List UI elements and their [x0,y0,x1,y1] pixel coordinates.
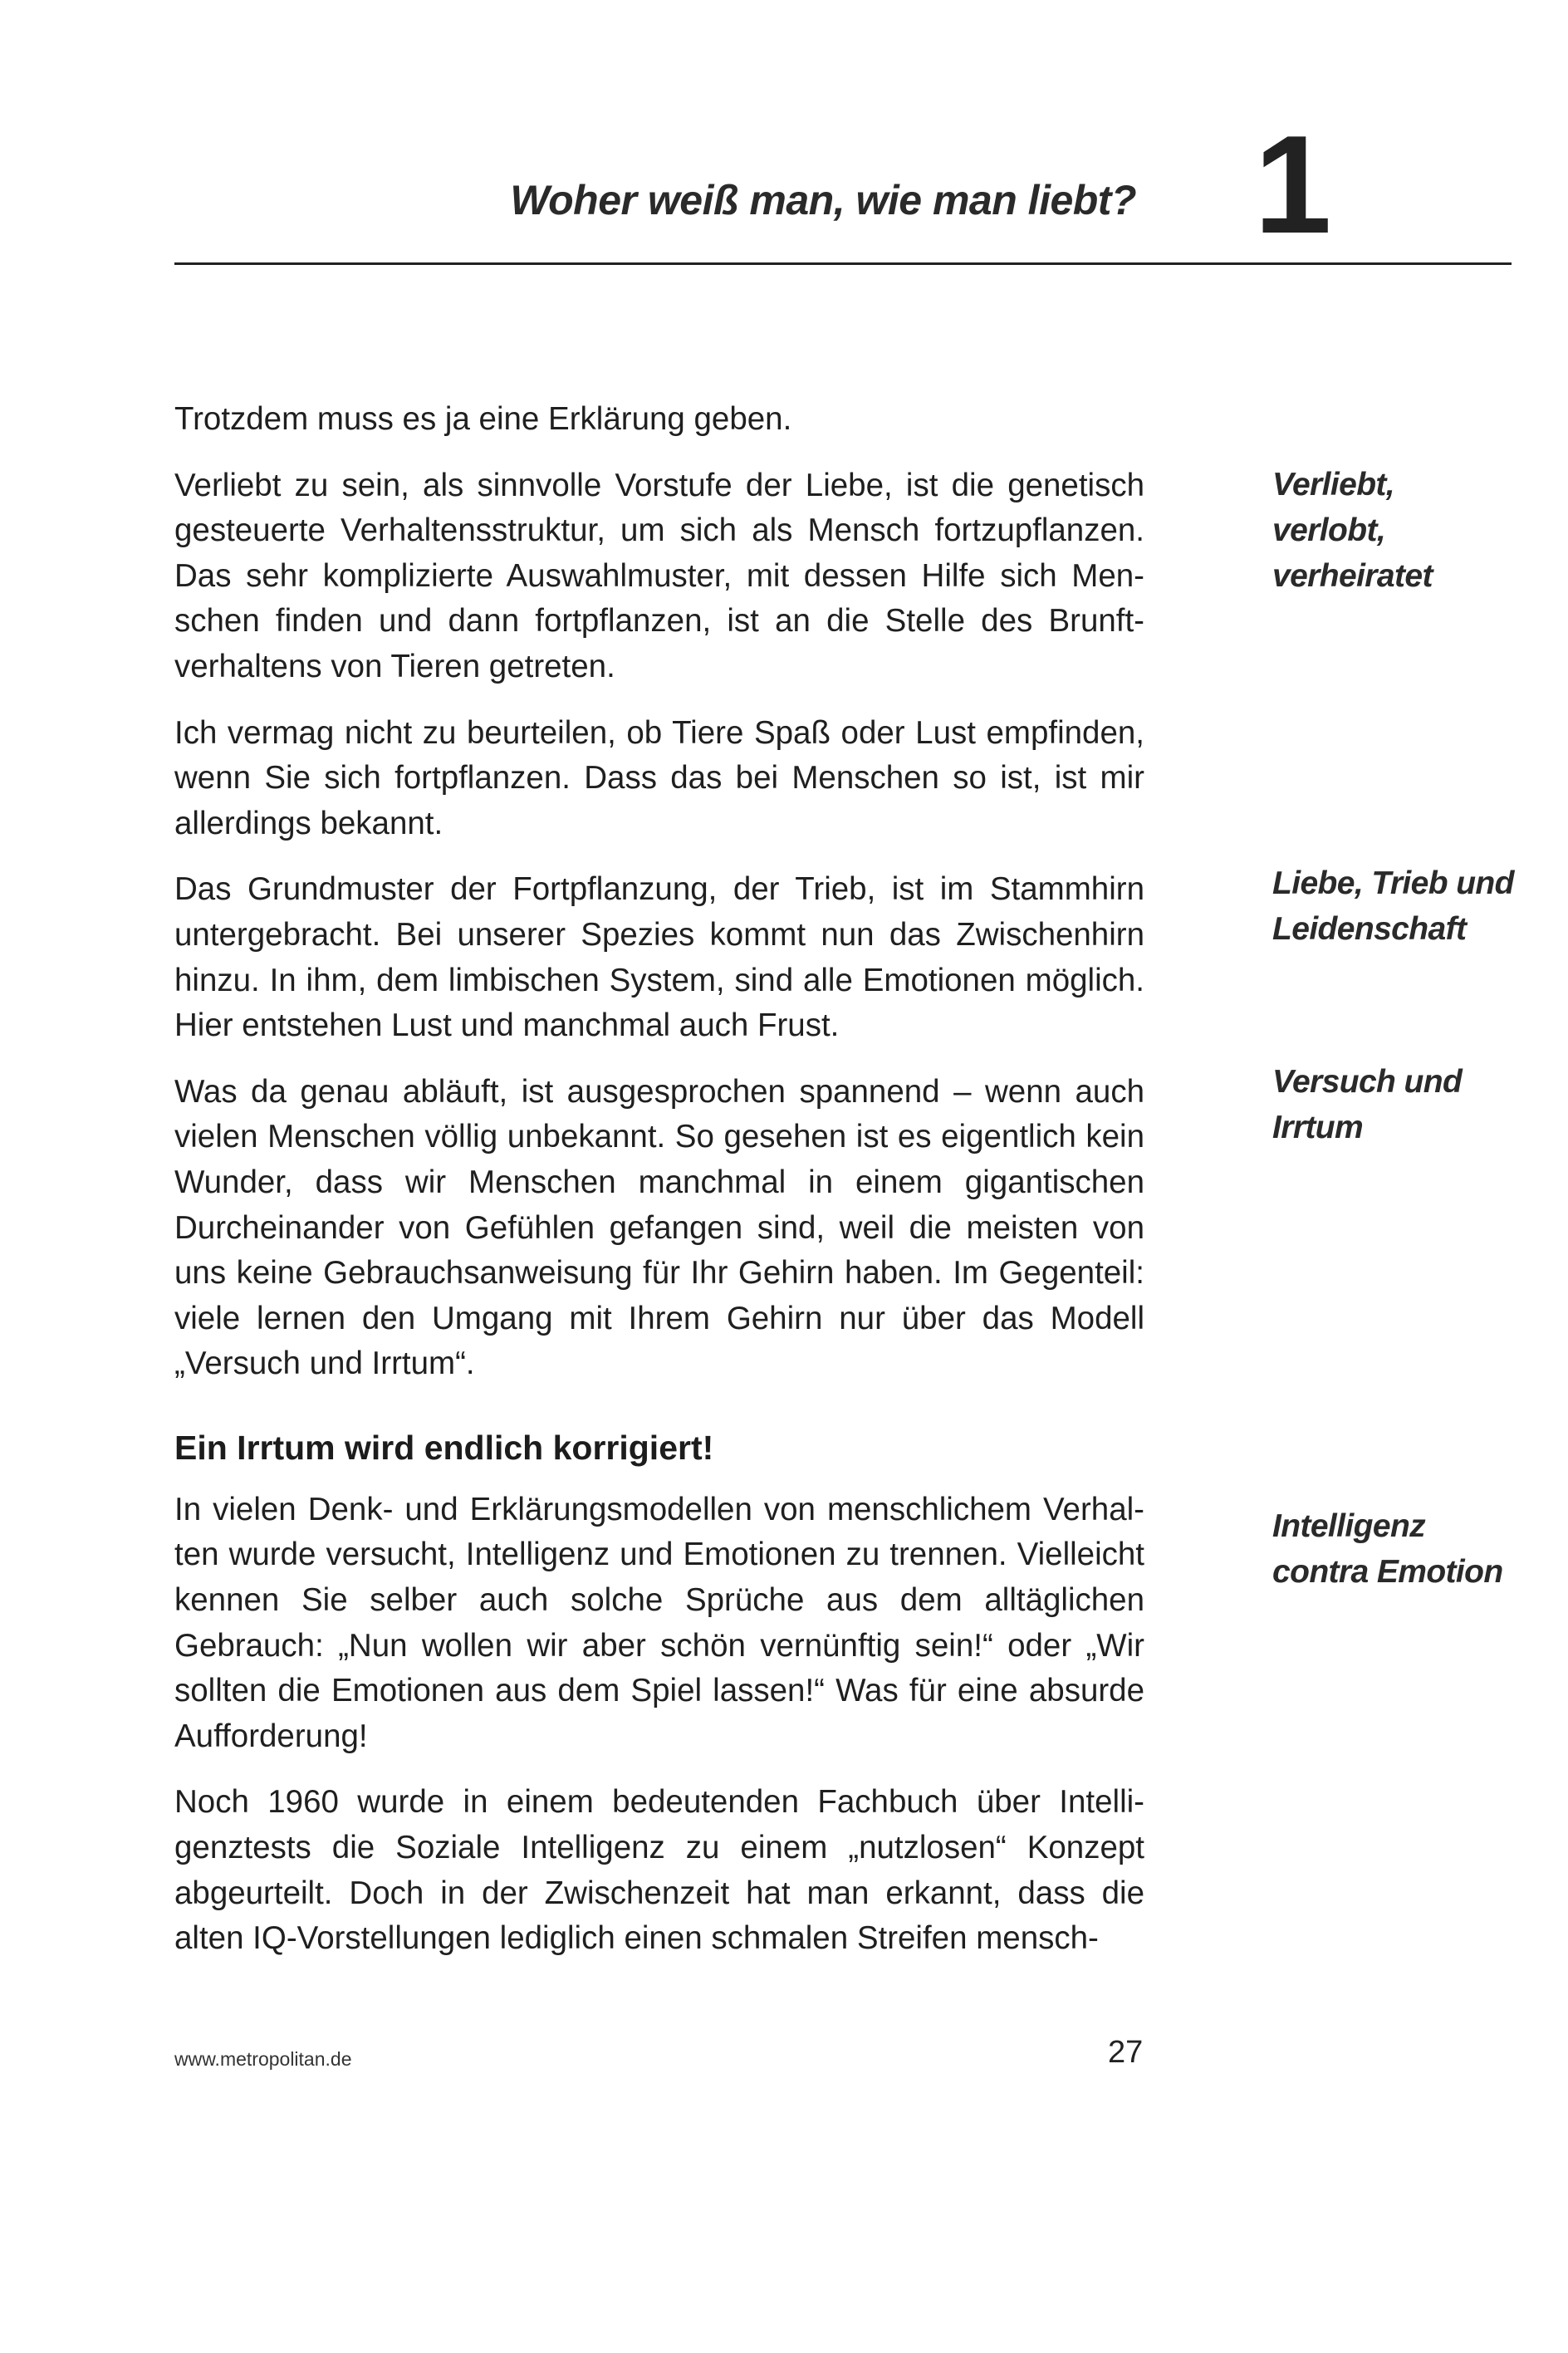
section-heading: Ein Irrtum wird endlich korrigiert! [174,1428,714,1467]
header-divider [174,262,1512,265]
body-paragraph: In vielen Denk- und Erklärungsmodellen von menschlichem Verhalten wurde versucht, Intelligenz und Emotionen zu trennen. Vielleicht kennen Sie selber auch solche Sprüche aus dem alltäglichen Gebrauch: „Nun wollen wir aber schön vernünftig sein!“ oder „Wir sollten die Emotionen aus dem Spiel lassen!“ Was für eine absurde Aufforderung! [174,1491,1144,1754]
margin-note-line: Irrtum [1272,1110,1364,1145]
running-title: Woher weiß man, wie man liebt? [510,177,1136,223]
margin-note-line: Verliebt, [1272,467,1395,502]
margin-note-line: Versuch und [1272,1064,1463,1100]
body-paragraph: Ich vermag nicht zu beurteilen, ob Tiere Spaß oder Lust empfinden, wenn Sie sich fortpflanzen. Dass das bei Menschen so ist, ist mir allerdings bekannt. [174,714,1144,841]
body-paragraph: Das Grundmuster der Fortpflanzung, der Trieb, ist im Stammhirn untergebracht. Bei unserer Spezies kommt nun das Zwischenhirn hinzu. In ihm, dem limbischen System, sind alle Emotionen möglich. Hier entstehen Lust und manchmal auch Frust. [174,871,1144,1044]
footer-url: www.metropolitan.de [174,2048,352,2070]
body-paragraph: Verliebt zu sein, als sinnvolle Vorstufe der Liebe, ist die genetisch gesteuerte Verhaltensstruktur, um sich als Mensch fortzupflanzen. Das sehr komplizierte Auswahlmuster, mit dessen Hilfe sich Menschen finden und dann fortpflanzen, ist an die Stelle des Brunftverhaltens von Tieren getreten. [174,467,1144,684]
margin-note-intelligenz [1272,1503,1546,1595]
margin-note-versuch-irrtum [1272,1059,1546,1150]
page-number: 27 [1108,2035,1144,2070]
margin-note-line: verlobt, [1272,512,1386,548]
body-paragraph: Was da genau abläuft, ist ausgesprochen spannend – wenn auch vielen Menschen völlig unbekannt. So gesehen ist es eigentlich kein Wunder, dass wir Menschen manchmal in einem gigantischen Durcheinander von Gefühlen gefangen sind, weil die meisten von uns keine Gebrauchsanweisung für Ihr Gehirn haben. Im Gegenteil: viele lernen den Umgang mit Ihrem Gehirn nur über das Modell „Versuch und Irrtum“. [174,1073,1144,1382]
body-paragraph: Noch 1960 wurde in einem bedeutenden Fachbuch über Intelligenztests die Soziale Intelligenz zu einem „nutzlosen“ Konzept abgeurteilt. Doch in der Zwischenzeit hat man erkannt, dass die alten IQ-Vorstellungen lediglich einen schmalen Streifen mensch- [174,1784,1144,1957]
margin-note-line: Leidenschaft [1272,911,1467,947]
margin-note-line: contra Emotion [1272,1554,1503,1590]
margin-note-line: verheiratet [1272,558,1433,594]
margin-note-line: Intelligenz [1272,1508,1426,1544]
body-paragraph: Trotzdem muss es ja eine Erklärung geben. [174,401,792,437]
chapter-number: 1 [1254,106,1332,262]
margin-note-liebe-trieb [1272,860,1546,952]
main-text-column [174,397,1144,1983]
margin-note-line: Liebe, Trieb und [1272,865,1514,901]
margin-note-verliebt [1272,462,1546,599]
